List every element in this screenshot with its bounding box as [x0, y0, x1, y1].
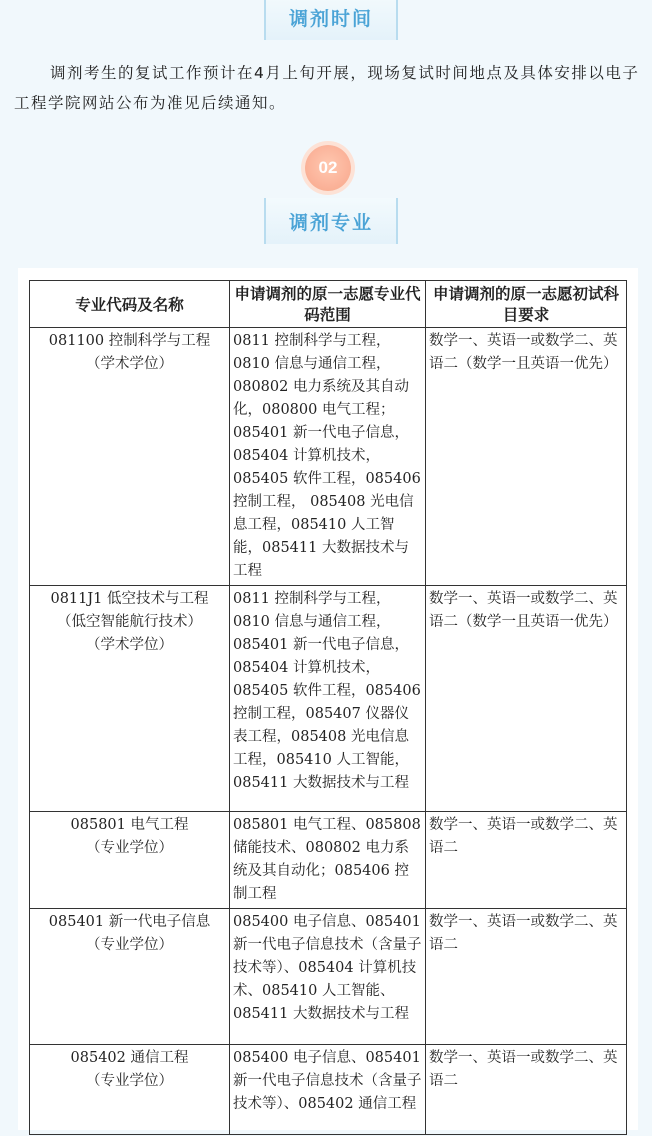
major-cell — [30, 812, 230, 909]
major-cell — [30, 1045, 230, 1135]
degree-type: （专业学位） — [86, 840, 173, 856]
header-subjects: 申请调剂的原一志愿初试科目要求 — [426, 281, 627, 328]
table-card — [18, 268, 638, 1130]
range-cell: 085400 电子信息、085401 新一代电子信息技术（含量子技术等）、085404 计算机技术、085410 人工智能、085411 大数据技术与工程 — [230, 909, 426, 1045]
range-cell: 085400 电子信息、085401 新一代电子信息技术（含量子技术等）、085402 通信工程 — [230, 1045, 426, 1135]
section-title: 调剂专业 — [288, 211, 373, 234]
section-header-time — [264, 0, 398, 40]
subjects-cell: 数学一、英语一或数学二、英语二 — [426, 1045, 627, 1135]
major-code-name: 081100 控制科学与工程 — [48, 333, 211, 349]
header-major: 专业代码及名称 — [30, 281, 230, 328]
degree-type: （专业学位） — [86, 1073, 173, 1089]
table-row — [30, 1045, 627, 1135]
degree-type: （专业学位） — [86, 937, 173, 953]
major-code-name: 085401 新一代电子信息 — [48, 914, 211, 930]
table-row — [30, 586, 627, 812]
section-header-majors — [264, 198, 398, 244]
subjects-cell: 数学一、英语一或数学二、英语二 — [426, 909, 627, 1045]
section-title: 调剂时间 — [288, 7, 373, 30]
majors-table — [29, 280, 627, 1135]
table-row — [30, 328, 627, 586]
major-direction: （低空智能航行技术） — [57, 614, 202, 630]
subjects-cell: 数学一、英语一或数学二、英语二（数学一且英语一优先） — [426, 328, 627, 586]
major-code-name: 085801 电气工程 — [70, 817, 189, 833]
subjects-cell: 数学一、英语一或数学二、英语二（数学一且英语一优先） — [426, 586, 627, 812]
major-code-name: 085402 通信工程 — [70, 1050, 189, 1066]
subjects-cell: 数学一、英语一或数学二、英语二 — [426, 812, 627, 909]
major-cell — [30, 328, 230, 586]
major-cell — [30, 909, 230, 1045]
range-cell: 0811 控制科学与工程，0810 信息与通信工程，085401 新一代电子信息，085404 计算机技术，085405 软件工程，085406 控制工程，085407 仪器仪表工程，085408 光电信息工程，085410 人工智能，085411 大数据技术与工程 — [230, 586, 426, 812]
degree-type: （学术学位） — [86, 637, 173, 653]
section-number-badge — [305, 145, 351, 191]
degree-type: （学术学位） — [86, 356, 173, 372]
header-range: 申请调剂的原一志愿专业代码范围 — [230, 281, 426, 328]
badge-number: 02 — [318, 158, 338, 177]
table-row — [30, 812, 627, 909]
table-row — [30, 909, 627, 1045]
major-cell — [30, 586, 230, 812]
range-cell: 085801 电气工程、085808 储能技术、080802 电力系统及其自动化；085406 控制工程 — [230, 812, 426, 909]
major-code-name: 0811J1 低空技术与工程 — [50, 591, 209, 607]
intro-paragraph: 调剂考生的复试工作预计在4月上旬开展，现场复试时间地点及具体安排以电子工程学院网站公布为准见后续通知。 — [14, 64, 640, 112]
range-cell: 0811 控制科学与工程，0810 信息与通信工程，080802 电力系统及其自动化，080800 电气工程；085401 新一代电子信息，085404 计算机技术，085405 软件工程，085406 控制工程， 085408 光电信息工程，085410 人工智能，085411 大数据技术与工程 — [230, 328, 426, 586]
table-header-row — [30, 281, 627, 328]
